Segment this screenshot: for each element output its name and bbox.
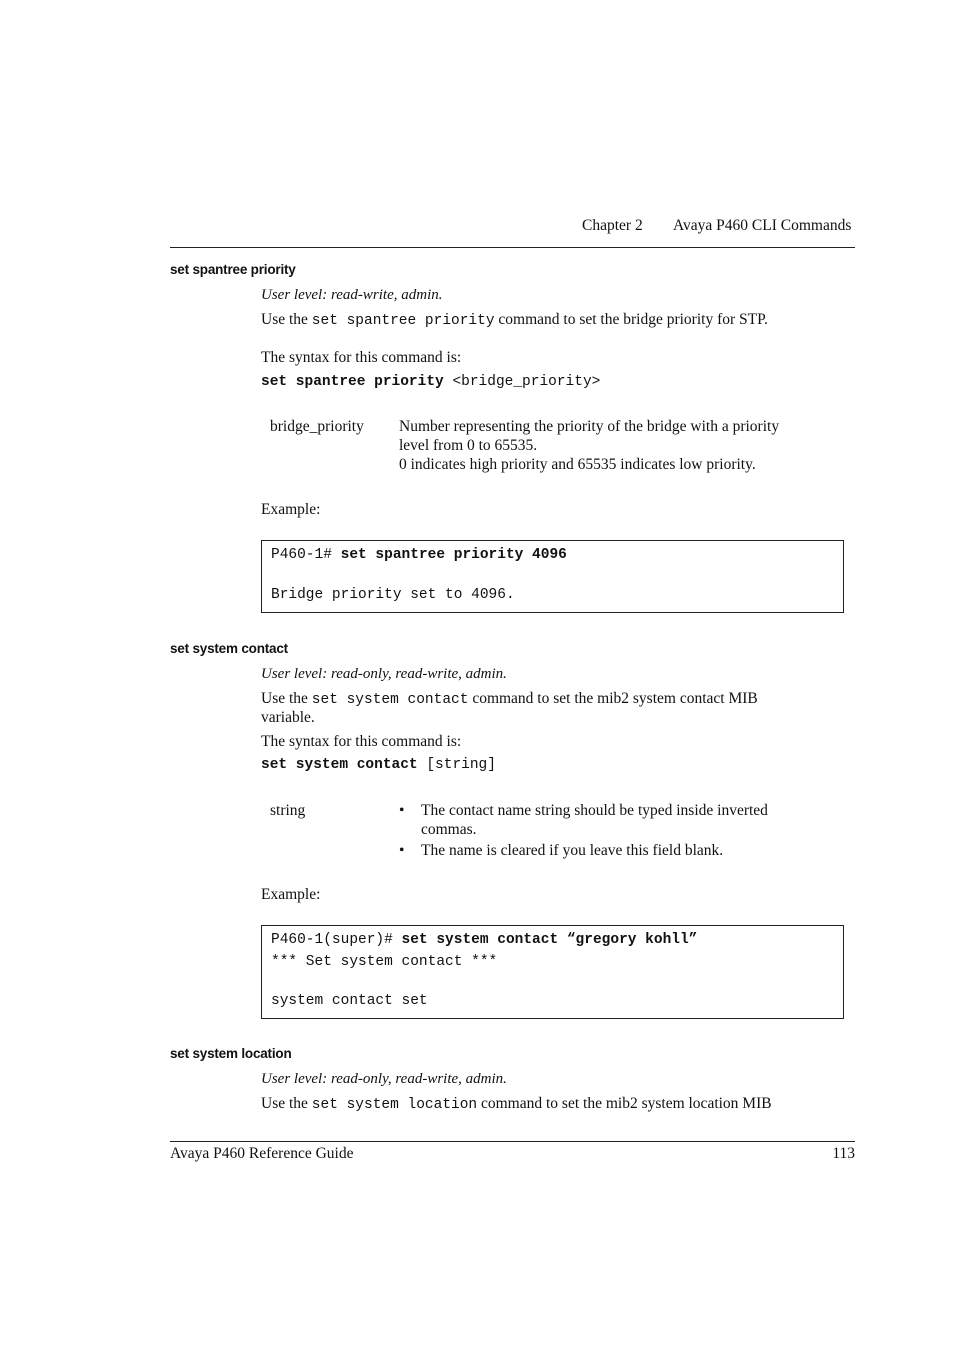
- example-output: system contact set: [271, 993, 428, 1009]
- example-box-spantree: [261, 540, 844, 613]
- param-desc-line: 0 indicates high priority and 65535 indicates low priority.: [399, 456, 756, 473]
- header-rule: [170, 247, 855, 248]
- usage-pre: Use the: [261, 1095, 308, 1112]
- section-heading-location: set system location: [170, 1046, 292, 1061]
- usage-command: set system contact: [311, 692, 469, 708]
- example-label-spantree: Example:: [261, 501, 321, 518]
- example-output: Bridge priority set to 4096.: [271, 587, 515, 603]
- usage-pre: Use the: [261, 690, 308, 707]
- usage-post: command to set the mib2 system contact MIB: [472, 690, 758, 707]
- footer-rule: [170, 1141, 855, 1142]
- usage-command: set spantree priority: [311, 313, 495, 329]
- usage-post: command to set the mib2 system location MIB: [481, 1095, 772, 1112]
- syntax-intro-contact: The syntax for this command is:: [261, 733, 462, 750]
- syntax-command: set system contact: [261, 757, 418, 773]
- user-level-spantree: User level: read-write, admin.: [261, 287, 443, 303]
- example-output: *** Set system contact ***: [271, 954, 498, 970]
- chapter-label: Chapter 2: [582, 217, 643, 234]
- chapter-title: Avaya P460 CLI Commands: [673, 217, 852, 234]
- bullet-icon: •: [399, 802, 405, 819]
- example-command-line: [271, 932, 697, 948]
- param-bullets-string: [399, 801, 839, 860]
- param-desc-bridge-priority: [399, 417, 779, 474]
- user-level-location: User level: read-only, read-write, admin.: [261, 1071, 507, 1087]
- example-command: set spantree priority 4096: [340, 547, 567, 563]
- param-desc-line: Number representing the priority of the bridge with a priority: [399, 418, 780, 435]
- bullet-text: The name is cleared if you leave this field blank.: [421, 842, 724, 859]
- example-command-line: [271, 547, 567, 563]
- section-heading-spantree: set spantree priority: [170, 262, 296, 277]
- syntax-command: set spantree priority: [261, 374, 444, 390]
- syntax-argument: [string]: [426, 757, 496, 773]
- param-name-bridge-priority: bridge_priority: [270, 418, 364, 435]
- usage-contact-cont: variable.: [261, 709, 315, 726]
- bullet-item: [399, 801, 839, 839]
- example-box-contact: [261, 925, 844, 1019]
- example-command: set system contact “gregory kohll”: [401, 932, 698, 948]
- usage-post: command to set the bridge priority for STP.: [498, 311, 768, 328]
- user-level-contact: User level: read-only, read-write, admin.: [261, 666, 507, 682]
- bullet-text: The contact name string should be typed inside inverted: [421, 802, 768, 819]
- usage-spantree: [261, 310, 768, 331]
- example-label-contact: Example:: [261, 886, 321, 903]
- syntax-intro-spantree: The syntax for this command is:: [261, 349, 462, 366]
- bullet-icon: •: [399, 842, 405, 859]
- footer-guide-title: Avaya P460 Reference Guide: [170, 1145, 354, 1162]
- syntax-spantree: [261, 374, 600, 390]
- section-heading-contact: set system contact: [170, 641, 288, 656]
- usage-location: [261, 1094, 772, 1115]
- bullet-text: commas.: [421, 821, 477, 838]
- bullet-item: [399, 841, 839, 860]
- syntax-argument: <bridge_priority>: [452, 374, 601, 390]
- param-name-string: string: [270, 802, 306, 819]
- syntax-contact: [261, 757, 496, 773]
- page-number: 113: [832, 1145, 855, 1162]
- usage-command: set system location: [311, 1097, 478, 1113]
- usage-contact: [261, 689, 758, 710]
- example-prompt: P460-1#: [271, 547, 332, 563]
- usage-pre: Use the: [261, 311, 308, 328]
- param-desc-line: level from 0 to 65535.: [399, 437, 538, 454]
- example-prompt: P460-1(super)#: [271, 932, 393, 948]
